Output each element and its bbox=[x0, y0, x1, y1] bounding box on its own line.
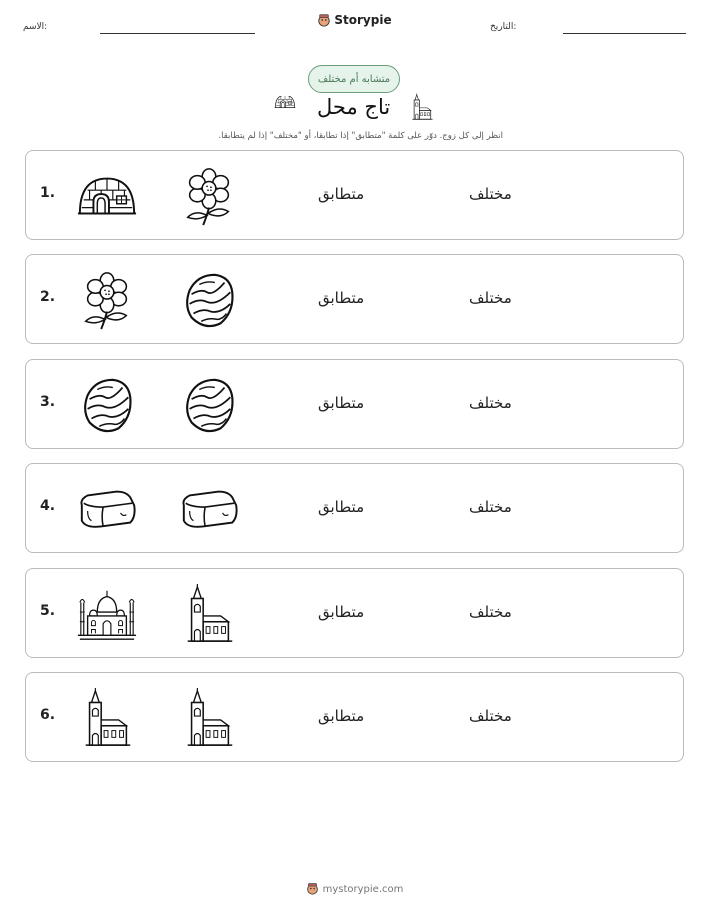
same-option[interactable]: متطابق bbox=[318, 289, 365, 308]
different-option[interactable]: مختلف bbox=[469, 602, 512, 621]
flower-icon bbox=[178, 165, 240, 227]
footer-url: mystorypie.com bbox=[322, 884, 404, 895]
name-line bbox=[100, 33, 255, 34]
brick-icon bbox=[76, 478, 138, 540]
footer bbox=[0, 882, 709, 895]
question-row bbox=[25, 254, 684, 344]
worksheet-type-badge: متشابه أم مختلف bbox=[308, 65, 400, 93]
igloo-icon bbox=[76, 165, 138, 227]
instructions: انظر إلى كل زوج. دوّر على كلمة "متطابق" إذا تطابقا، أو "مختلف" إذا لم يتطابقا. bbox=[218, 131, 503, 141]
stone-icon bbox=[76, 374, 138, 436]
different-option[interactable]: مختلف bbox=[469, 393, 512, 412]
question-row bbox=[25, 150, 684, 240]
church-icon bbox=[178, 687, 240, 749]
date-label: التاريخ: bbox=[490, 22, 517, 32]
question-row bbox=[25, 463, 684, 553]
stone-icon bbox=[178, 269, 240, 331]
brand-name: Storypie bbox=[334, 13, 392, 27]
same-option[interactable]: متطابق bbox=[318, 393, 365, 412]
same-option[interactable]: متطابق bbox=[318, 498, 365, 517]
brand bbox=[0, 13, 709, 27]
storypie-logo-icon bbox=[317, 13, 331, 27]
stone-icon bbox=[178, 374, 240, 436]
question-number: 4. bbox=[40, 498, 56, 515]
storypie-logo-icon bbox=[306, 882, 319, 895]
different-option[interactable]: مختلف bbox=[469, 289, 512, 308]
same-option[interactable]: متطابق bbox=[318, 185, 365, 203]
taj-mahal-icon bbox=[76, 583, 138, 645]
different-option[interactable]: مختلف bbox=[469, 185, 512, 203]
date-line bbox=[563, 33, 686, 34]
question-row bbox=[25, 359, 684, 449]
page-title: تاج محل bbox=[317, 95, 391, 119]
question-number: 5. bbox=[40, 602, 56, 619]
same-option[interactable]: متطابق bbox=[318, 602, 365, 621]
question-row bbox=[25, 672, 684, 762]
brick-icon bbox=[178, 478, 240, 540]
same-option[interactable]: متطابق bbox=[318, 707, 365, 725]
church-icon bbox=[408, 92, 436, 122]
different-option[interactable]: مختلف bbox=[469, 707, 512, 725]
question-number: 6. bbox=[40, 707, 56, 723]
name-label: الاسم: bbox=[23, 22, 48, 32]
question-number: 3. bbox=[40, 393, 56, 410]
different-option[interactable]: مختلف bbox=[469, 498, 512, 517]
church-icon bbox=[178, 583, 240, 645]
question-row bbox=[25, 568, 684, 658]
igloo-icon bbox=[270, 96, 300, 118]
church-icon bbox=[76, 687, 138, 749]
flower-icon bbox=[76, 269, 138, 331]
question-number: 2. bbox=[40, 289, 56, 306]
question-number: 1. bbox=[40, 185, 56, 201]
